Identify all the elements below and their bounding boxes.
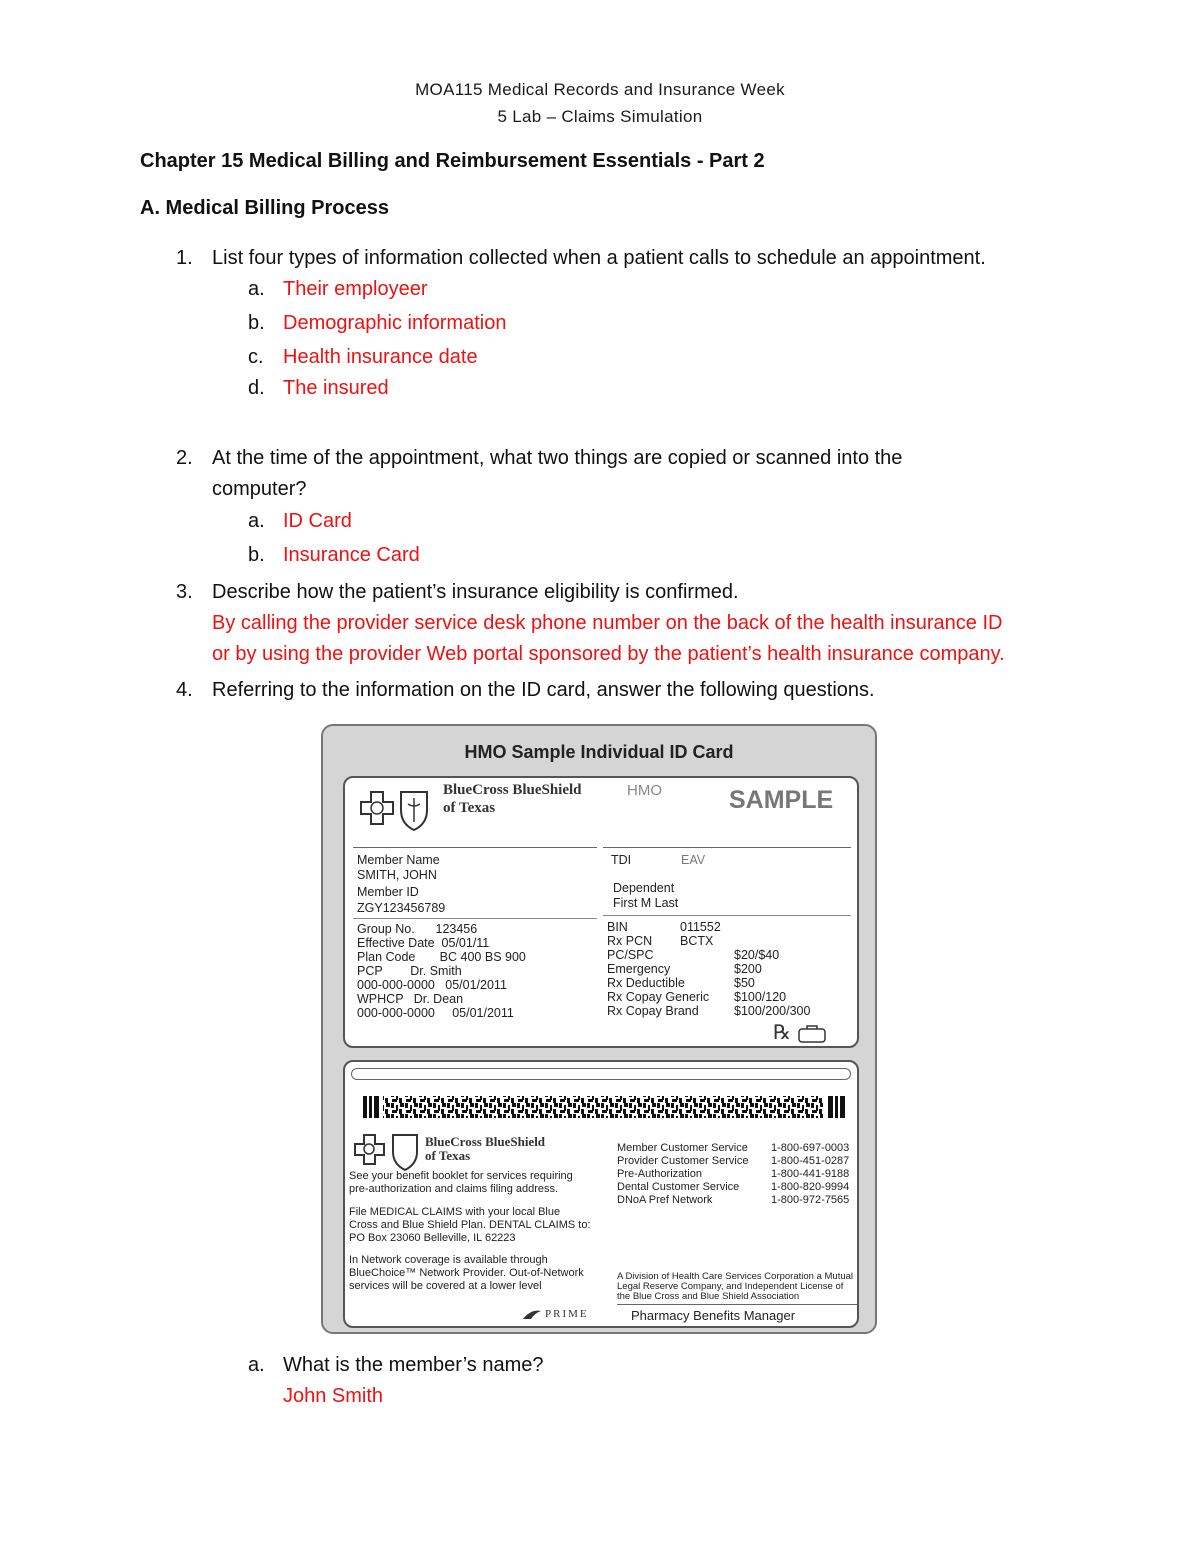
pcp: PCP Dr. Smith [357, 964, 462, 978]
service-label: Member Customer Service [617, 1142, 748, 1154]
service-phone: 1-800-441-9188 [771, 1168, 850, 1180]
answer-text: or by using the provider Web portal sponsored by the patient’s health insurance company. [212, 643, 1005, 665]
dependent-label: Dependent [613, 881, 675, 895]
service-label: Provider Customer Service [617, 1155, 749, 1167]
briefcase-icon [797, 1024, 827, 1044]
rx-label: BIN [607, 920, 628, 934]
subquestion-text: What is the member’s name? [283, 1354, 544, 1376]
answer-letter: d. [248, 377, 265, 399]
question-text: Describe how the patient’s insurance eligibility is confirmed. [212, 581, 739, 603]
service-label: DNoA Pref Network [617, 1194, 713, 1206]
service-label: Pre-Authorization [617, 1168, 702, 1180]
divider [353, 918, 597, 919]
doc-header-line1: MOA115 Medical Records and Insurance Week [415, 80, 785, 99]
rx-label: PC/SPC [607, 948, 654, 962]
dependent-name: First M Last [613, 896, 679, 910]
wphcp-phone: 000-000-0000 05/01/2011 [357, 1006, 514, 1020]
prime-label: PRIME [545, 1308, 589, 1320]
pbm-label: Pharmacy Benefits Manager [631, 1308, 796, 1323]
question-number: 4. [176, 679, 193, 701]
question-text-line2: computer? [212, 478, 307, 500]
division-note: A Division of Health Care Services Corporation a Mutual Legal Reserve Company, and Independent License of the Blue Cross and Blue Shield Association [617, 1271, 854, 1302]
benefit-note: See your benefit booklet for services requiring pre-authorization and claims filing address. [349, 1170, 573, 1195]
answer-text: ID Card [283, 510, 352, 532]
member-name-label: Member Name [357, 853, 440, 867]
wphcp: WPHCP Dr. Dean [357, 992, 464, 1006]
barcode [363, 1092, 847, 1122]
service-phone: 1-800-697-0003 [771, 1142, 850, 1154]
answer-text: Health insurance date [283, 346, 478, 368]
rx-label: Emergency [607, 962, 671, 976]
question-number: 2. [176, 447, 193, 469]
sample-label: SAMPLE [729, 786, 834, 814]
question-text: List four types of information collected when a patient calls to schedule an appointment. [212, 247, 986, 269]
divider [617, 1304, 857, 1305]
back-brand-region: of Texas [425, 1148, 471, 1163]
member-id-label: Member ID [357, 885, 419, 899]
divider [603, 847, 851, 848]
service-phone: 1-800-820-9994 [771, 1181, 850, 1193]
service-phone: 1-800-972-7565 [771, 1194, 850, 1206]
id-card-title: HMO Sample Individual ID Card [464, 742, 734, 762]
rx-label: Rx Copay Brand [607, 1004, 699, 1018]
bcbs-logo-icon [353, 788, 433, 832]
question-number: 3. [176, 581, 193, 603]
question-number: 1. [176, 247, 193, 269]
question-text-line1: At the time of the appointment, what two things are copied or scanned into the [212, 447, 903, 469]
divider [603, 915, 851, 916]
plan-code: Plan Code BC 400 BS 900 [357, 950, 526, 964]
subquestion-letter: a. [248, 1354, 265, 1376]
magnetic-strip [351, 1068, 851, 1080]
prime-logo-icon [521, 1309, 543, 1321]
answer-letter: a. [248, 510, 265, 532]
question-text: Referring to the information on the ID card, answer the following questions. [212, 679, 875, 701]
group-no: Group No. 123456 [357, 922, 478, 936]
rx-value: $20/$40 [734, 948, 780, 962]
chapter-title: Chapter 15 Medical Billing and Reimbursement Essentials - Part 2 [140, 150, 765, 172]
id-card-back [343, 1060, 859, 1328]
plan-type: HMO [627, 782, 662, 799]
rx-value: BCTX [680, 934, 714, 948]
answer-text: Demographic information [283, 312, 507, 334]
brand-region: of Texas [443, 800, 496, 816]
rx-value: $200 [734, 962, 762, 976]
network-note: In Network coverage is available through BlueChoice™ Network Provider. Out-of-Network services will be covered at a lower level [349, 1254, 584, 1292]
answer-text: The insured [283, 377, 389, 399]
brand-name: BlueCross BlueShield [443, 782, 582, 798]
rx-label: Rx Deductible [607, 976, 685, 990]
claims-note: File MEDICAL CLAIMS with your local Blue Cross and Blue Shield Plan. DENTAL CLAIMS to: PO Box 23060 Belleville, IL 62223 [349, 1206, 591, 1244]
rx-icon: ℞ [773, 1022, 791, 1044]
member-name-value: SMITH, JOHN [357, 868, 437, 882]
answer-text: Their employeer [283, 278, 428, 300]
rx-value: $100/200/300 [734, 1004, 811, 1018]
back-brand-name: BlueCross BlueShield [425, 1134, 546, 1149]
section-title: A. Medical Billing Process [140, 197, 389, 219]
divider [353, 847, 597, 848]
answer-letter: c. [248, 346, 264, 368]
bcbs-logo-back-icon [349, 1132, 427, 1172]
pcp-phone: 000-000-0000 05/01/2011 [357, 978, 507, 992]
eav-label: EAV [681, 853, 706, 867]
member-id-value: ZGY123456789 [357, 901, 446, 915]
rx-label: Rx PCN [607, 934, 653, 948]
tdi-label: TDI [611, 853, 632, 867]
answer-letter: a. [248, 278, 265, 300]
rx-label: Rx Copay Generic [607, 990, 710, 1004]
service-label: Dental Customer Service [617, 1181, 740, 1193]
rx-value: $50 [734, 976, 755, 990]
answer-text: John Smith [283, 1385, 384, 1407]
answer-text: By calling the provider service desk phone number on the back of the health insurance ID [212, 612, 1003, 634]
answer-text: Insurance Card [283, 544, 420, 566]
answer-letter: b. [248, 312, 265, 334]
id-card-image [321, 724, 877, 1334]
answer-letter: b. [248, 544, 265, 566]
effective-date: Effective Date 05/01/11 [357, 936, 490, 950]
doc-header-line2: 5 Lab – Claims Simulation [497, 107, 703, 126]
rx-value: $100/120 [734, 990, 787, 1004]
rx-value: 011552 [680, 920, 721, 934]
id-card-front [343, 776, 859, 1048]
service-phone: 1-800-451-0287 [771, 1155, 850, 1167]
